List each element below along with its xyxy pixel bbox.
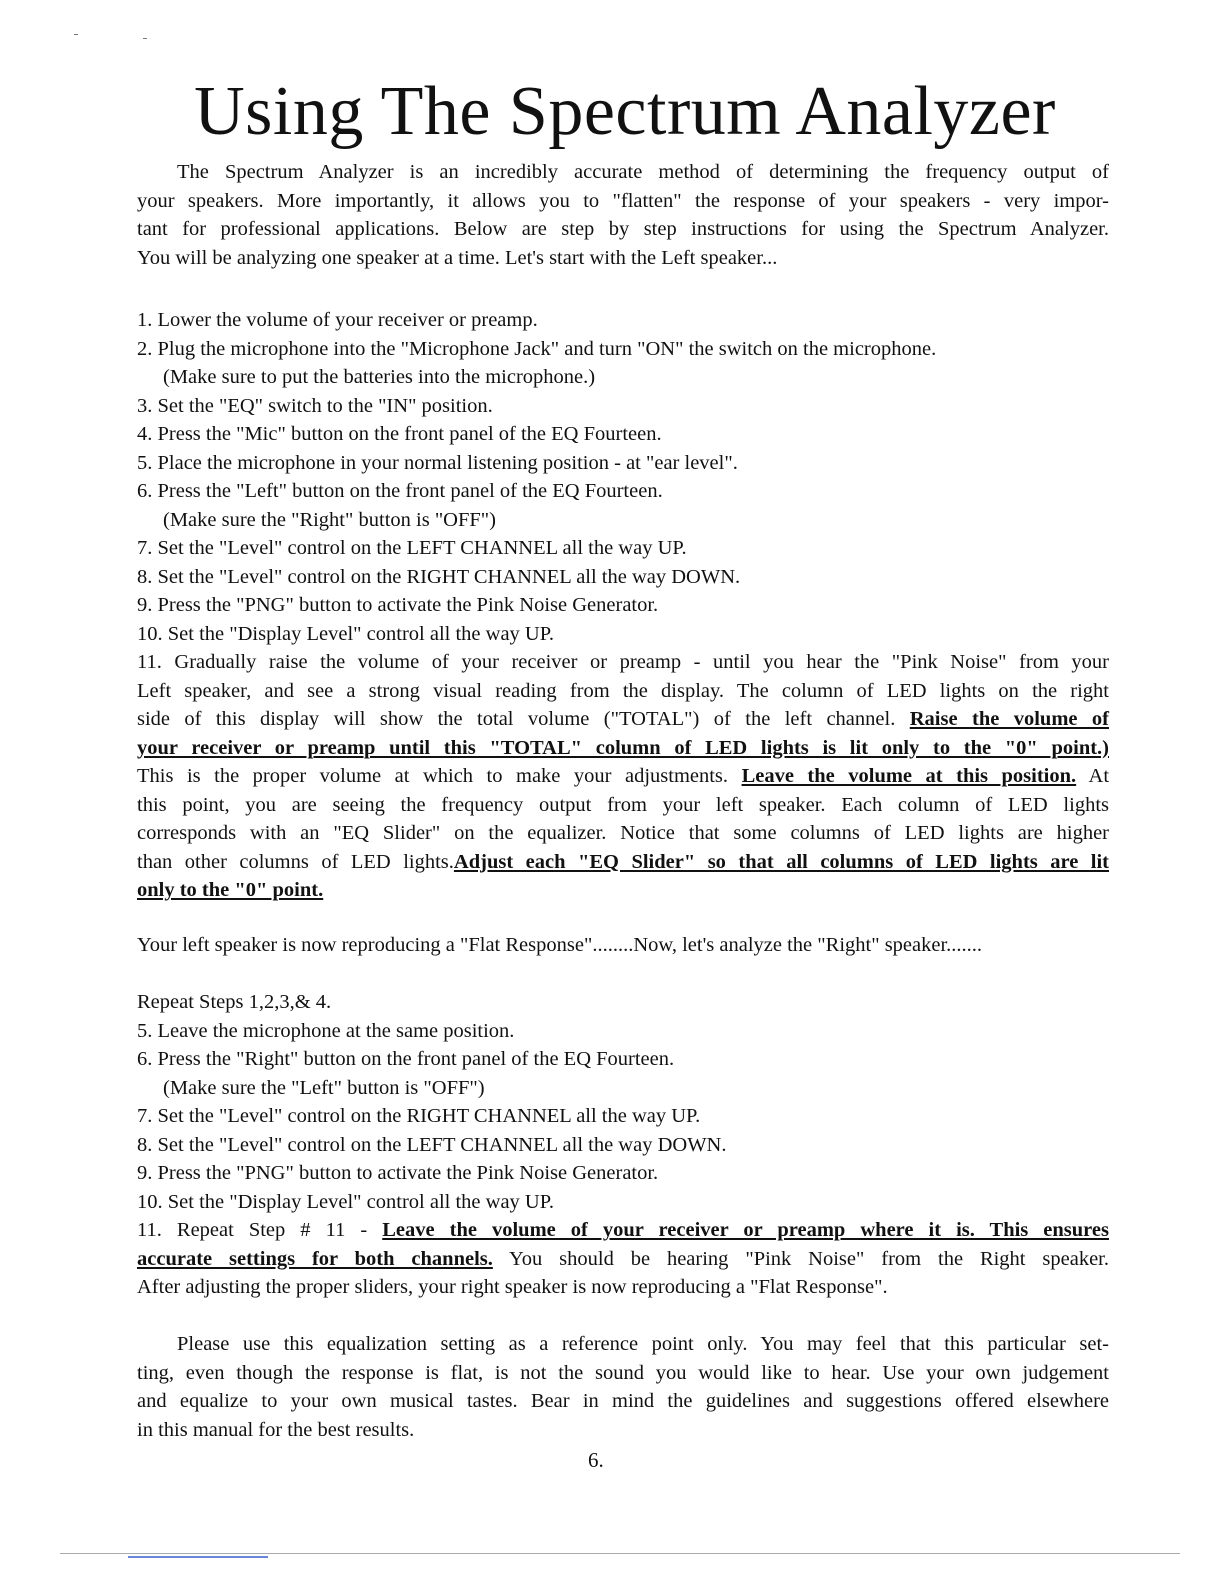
step-item: 6. Press the "Right" button on the front panel of the EQ Fourteen.: [137, 1048, 675, 1070]
step-item: 5. Place the microphone in your normal listening position - at "ear level".: [137, 451, 738, 474]
closing-paragraph: [137, 1330, 1109, 1444]
step-text: 11. Repeat Step # 11 -: [137, 1219, 368, 1241]
step-item: 10. Set the "Display Level" control all the way UP.: [137, 1190, 554, 1213]
scan-speck: [74, 34, 78, 35]
intro-line: tant for professional applications. Below are step by step instructions for using the Spectrum Analyzer.: [137, 218, 1109, 240]
closing-line: ting, even though the response is flat, is not the sound you would like to hear. Use your own judgement: [137, 1361, 1109, 1384]
instruction-emphasis: only to the "0" point.: [137, 879, 324, 901]
closing-line: and equalize to your own musical tastes. Bear in mind the guidelines and suggestions offered elsewhere: [137, 1390, 1109, 1412]
transition-text: Your left speaker is now reproducing a "Flat Response"........Now, let's analyze the "Right" speaker.......: [137, 934, 983, 956]
step-11-text: This is the proper volume at which to make your adjustments.: [137, 765, 729, 787]
step-item: 2. Plug the microphone into the "Microphone Jack" and turn "ON" the switch on the microphone.: [137, 337, 937, 360]
step-item: [137, 1245, 1109, 1274]
step-item: 9. Press the "PNG" button to activate the Pink Noise Generator.: [137, 1162, 659, 1184]
step-item: 7. Set the "Level" control on the RIGHT CHANNEL all the way UP.: [137, 1105, 701, 1127]
step-item: 8. Set the "Level" control on the LEFT CHANNEL all the way DOWN.: [137, 1133, 727, 1156]
step-item: [137, 1216, 1109, 1245]
step-text: You should be hearing "Pink Noise" from the Right speaker.: [509, 1247, 1109, 1270]
closing-line: in this manual for the best results.: [137, 1418, 415, 1441]
step-11-paragraph: [137, 648, 1109, 905]
right-steps-list: [137, 988, 1109, 1302]
page-title: Using The Spectrum Analyzer: [194, 73, 1056, 150]
instruction-emphasis: Adjust each "EQ Slider" so that all columns of LED lights are lit: [453, 850, 1110, 873]
step-11-text: At: [1088, 765, 1110, 787]
step-11-line: Left speaker, and see a strong visual reading from the display. The column of LED lights on the right: [137, 679, 1109, 702]
step-note: (Make sure the "Left" button is "OFF"): [163, 1076, 485, 1099]
step-item: 10. Set the "Display Level" control all the way UP.: [137, 622, 554, 645]
intro-line: The Spectrum Analyzer is an incredibly accurate method of determining the frequency output of: [177, 161, 1109, 183]
page-number: 6.: [588, 1448, 604, 1472]
step-item: 6. Press the "Left" button on the front panel of the EQ Fourteen.: [137, 480, 663, 502]
step-11-line: [137, 762, 1109, 791]
instruction-emphasis: Leave the volume of your receiver or preamp where it is. This ensures: [382, 1219, 1109, 1241]
step-item: 8. Set the "Level" control on the RIGHT CHANNEL all the way DOWN.: [137, 565, 741, 588]
instruction-emphasis: Leave the volume at this position.: [741, 765, 1077, 787]
scan-speck: [143, 38, 147, 39]
step-item: 9. Press the "PNG" button to activate the Pink Noise Generator.: [137, 594, 659, 616]
instruction-emphasis: accurate settings for both channels.: [137, 1247, 493, 1270]
step-11-line: 11. Gradually raise the volume of your receiver or preamp - until you hear the "Pink Noise" from your: [137, 651, 1109, 673]
closing-line: Please use this equalization setting as a reference point only. You may feel that this particular set-: [177, 1333, 1109, 1355]
step-11-text: than other columns of LED lights.: [137, 850, 454, 873]
step-item: After adjusting the proper sliders, your right speaker is now reproducing a "Flat Response".: [137, 1276, 888, 1298]
scan-edge-line: [60, 1553, 1180, 1554]
step-11-line: [137, 705, 1109, 734]
intro-paragraph: [137, 158, 1109, 272]
instruction-emphasis: Raise the volume of: [909, 708, 1109, 730]
instruction-emphasis: your receiver or preamp until this "TOTAL" column of LED lights is lit only to the "0" point.): [137, 736, 1109, 759]
step-item: 1. Lower the volume of your receiver or preamp.: [137, 309, 538, 331]
step-item: 5. Leave the microphone at the same position.: [137, 1019, 515, 1042]
step-11-line: corresponds with an "EQ Slider" on the equalizer. Notice that some columns of LED lights are higher: [137, 822, 1109, 844]
step-item: Repeat Steps 1,2,3,& 4.: [137, 991, 332, 1013]
intro-line: You will be analyzing one speaker at a time. Let's start with the Left speaker...: [137, 246, 778, 269]
step-item: 4. Press the "Mic" button on the front panel of the EQ Fourteen.: [137, 423, 662, 445]
scan-edge-mark: [128, 1556, 268, 1558]
step-11-line: [137, 848, 1109, 877]
step-11-line: this point, you are seeing the frequency output from your left speaker. Each column of LED lights: [137, 793, 1109, 816]
step-note: (Make sure to put the batteries into the microphone.): [163, 366, 596, 388]
step-note: (Make sure the "Right" button is "OFF"): [163, 508, 496, 531]
step-11-text: side of this display will show the total volume ("TOTAL") of the left channel.: [137, 708, 896, 730]
step-item: 7. Set the "Level" control on the LEFT CHANNEL all the way UP.: [137, 537, 687, 559]
transition-line: [137, 931, 1109, 960]
intro-line: your speakers. More importantly, it allows you to "flatten" the response of your speakers - very impor-: [137, 189, 1109, 212]
left-steps-list: [137, 306, 1109, 648]
step-item: 3. Set the "EQ" switch to the "IN" position.: [137, 394, 493, 417]
